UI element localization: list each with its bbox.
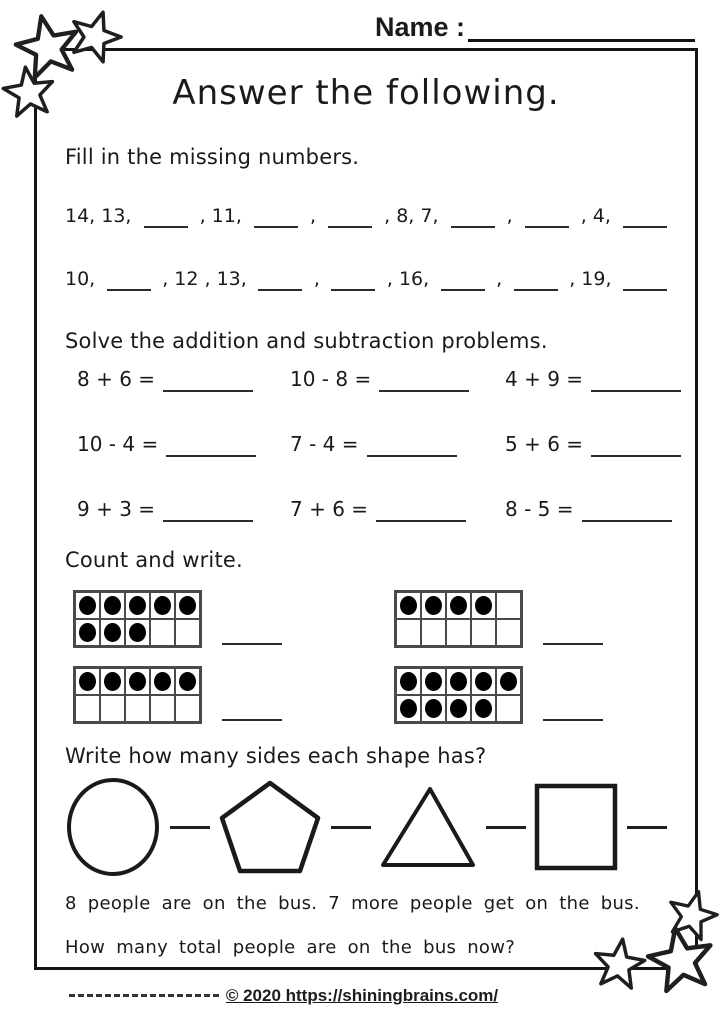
arithmetic-heading: Solve the addition and subtraction problems. — [65, 329, 548, 353]
equation-grid — [65, 367, 667, 522]
sequence-number: , 4, — [580, 205, 611, 227]
answer-blank[interactable] — [582, 505, 672, 522]
shapes-heading: Write how many sides each shape has? — [65, 744, 487, 768]
answer-blank[interactable] — [623, 273, 667, 291]
ten-frame-cell — [100, 668, 125, 695]
ten-frame-cell — [150, 619, 175, 646]
equation-text: 10 - 8 = — [290, 367, 372, 391]
number-sequence — [65, 205, 667, 228]
sequence-number: , — [309, 205, 317, 227]
shapes-row — [65, 776, 667, 878]
ten-frame-cell — [125, 619, 150, 646]
ten-frame-cell — [150, 592, 175, 619]
answer-blank[interactable] — [379, 375, 469, 392]
ten-frame-cell — [75, 695, 100, 722]
footer-link[interactable]: © 2020 https://shiningbrains.com/ — [225, 986, 499, 1005]
equation-text: 9 + 3 = — [77, 497, 156, 521]
answer-blank[interactable] — [514, 273, 558, 291]
page-title: Answer the following. — [172, 73, 560, 113]
count-and-write-heading: Count and write. — [65, 548, 243, 572]
sequence-number: , 12 , 13, — [162, 268, 247, 290]
counting-dot — [154, 672, 171, 691]
star-icon — [590, 936, 648, 994]
ten-frame-item — [65, 658, 346, 724]
equation-text: 5 + 6 = — [505, 432, 584, 456]
equation — [290, 367, 505, 392]
counting-dot — [475, 596, 492, 615]
counting-dot — [425, 596, 442, 615]
missing-numbers-heading: Fill in the missing numbers. — [65, 145, 360, 169]
counting-dot — [79, 596, 96, 615]
ten-frame-cell — [396, 695, 421, 722]
ten-frame-cell — [421, 619, 446, 646]
equation-text: 7 + 6 = — [290, 497, 369, 521]
sequence-number: , 19, — [569, 268, 612, 290]
counting-dot — [475, 699, 492, 718]
answer-blank[interactable] — [623, 210, 667, 228]
answer-blank[interactable] — [367, 440, 457, 457]
answer-blank[interactable] — [222, 711, 282, 721]
sequence-number: , — [506, 205, 513, 227]
circle-shape — [65, 776, 161, 878]
ten-frame-cell — [396, 668, 421, 695]
answer-blank[interactable] — [107, 273, 151, 291]
answer-blank[interactable] — [166, 440, 256, 457]
counting-dot — [500, 672, 517, 691]
ten-frame-cell — [100, 695, 125, 722]
equation — [290, 497, 505, 522]
ten-frame — [394, 666, 523, 724]
ten-frame-cell — [75, 592, 100, 619]
answer-blank[interactable] — [163, 375, 253, 392]
counting-dot — [400, 672, 417, 691]
sequence-number: , — [496, 268, 503, 290]
counting-dot — [129, 623, 146, 642]
answer-blank[interactable] — [591, 375, 681, 392]
ten-frame-cell — [150, 695, 175, 722]
star-icon — [66, 8, 124, 66]
star-icon — [0, 64, 58, 122]
sequence-number: , 16, — [386, 268, 430, 290]
equation — [290, 432, 505, 457]
ten-frame-cell — [125, 695, 150, 722]
ten-frame — [394, 590, 523, 648]
sequence-list — [65, 205, 667, 291]
sequence-number: , 8, 7, — [384, 205, 439, 227]
ten-frame-cell — [175, 619, 200, 646]
counting-dot — [79, 623, 96, 642]
equation — [505, 367, 681, 392]
worksheet-frame — [34, 48, 698, 970]
answer-blank[interactable] — [543, 711, 603, 721]
answer-blank[interactable] — [627, 826, 667, 829]
ten-frame-cell — [421, 668, 446, 695]
name-label: Name : — [375, 12, 466, 42]
sequence-number: 14, 13, — [65, 205, 132, 227]
ten-frame-item — [386, 666, 667, 724]
ten-frame-item — [65, 582, 346, 648]
word-problem-text: 8 people are on the bus. 7 more people get on the bus. How many total people are on the bus now? — [65, 893, 640, 958]
ten-frame-cell — [471, 592, 496, 619]
pentagon-shape — [218, 779, 322, 875]
ten-frames — [65, 582, 667, 724]
equation — [65, 432, 290, 457]
ten-frame-cell — [496, 592, 521, 619]
counting-dot — [400, 699, 417, 718]
ten-frame-cell — [150, 668, 175, 695]
equation-text: 8 - 5 = — [505, 497, 574, 521]
equation — [65, 497, 290, 522]
ten-frame-cell — [175, 695, 200, 722]
ten-frame — [73, 666, 202, 724]
ten-frame-cell — [100, 619, 125, 646]
counting-dot — [450, 699, 467, 718]
counting-dot — [450, 672, 467, 691]
ten-frame-cell — [471, 695, 496, 722]
sequence-number: 10, — [65, 268, 96, 290]
answer-blank[interactable] — [163, 505, 253, 522]
ten-frame-cell — [421, 592, 446, 619]
answer-blank[interactable] — [331, 826, 371, 829]
answer-blank[interactable] — [254, 210, 298, 228]
ten-frame-cell — [421, 695, 446, 722]
ten-frame-cell — [446, 695, 471, 722]
equation-text: 7 - 4 = — [290, 432, 359, 456]
counting-dot — [475, 672, 492, 691]
counting-dot — [179, 596, 196, 615]
number-sequence — [65, 268, 667, 291]
sequence-number: , — [313, 268, 320, 290]
ten-frame-cell — [175, 592, 200, 619]
equation-text: 8 + 6 = — [77, 367, 156, 391]
answer-blank[interactable] — [258, 273, 302, 291]
answer-blank[interactable] — [331, 273, 375, 291]
ten-frame-cell — [446, 592, 471, 619]
ten-frame-cell — [175, 668, 200, 695]
counting-dot — [79, 672, 96, 691]
ten-frame-cell — [471, 619, 496, 646]
ten-frame-cell — [446, 668, 471, 695]
triangle-shape — [379, 785, 477, 869]
counting-dot — [425, 699, 442, 718]
counting-dot — [425, 672, 442, 691]
answer-blank[interactable] — [328, 210, 372, 228]
equation-text: 4 + 9 = — [505, 367, 584, 391]
counting-dot — [104, 672, 121, 691]
equation-text: 10 - 4 = — [77, 432, 159, 456]
counting-dot — [129, 596, 146, 615]
ten-frame-item — [386, 590, 667, 648]
name-input-line[interactable] — [468, 13, 695, 42]
answer-blank[interactable] — [591, 440, 681, 457]
ten-frame-cell — [100, 592, 125, 619]
answer-blank[interactable] — [525, 210, 569, 228]
answer-blank[interactable] — [170, 826, 210, 829]
sequence-number: , 11, — [199, 205, 242, 227]
star-icon — [644, 924, 718, 998]
answer-blank[interactable] — [376, 505, 466, 522]
counting-dot — [154, 596, 171, 615]
ten-frame-cell — [125, 592, 150, 619]
equation — [65, 367, 290, 392]
ten-frame-cell — [471, 668, 496, 695]
counting-dot — [400, 596, 417, 615]
ten-frame-cell — [396, 592, 421, 619]
ten-frame-cell — [75, 619, 100, 646]
answer-blank[interactable] — [144, 210, 188, 228]
counting-dot — [104, 596, 121, 615]
ten-frame-cell — [496, 619, 521, 646]
ten-frame-cell — [125, 668, 150, 695]
ten-frame-cell — [396, 619, 421, 646]
answer-blank[interactable] — [486, 826, 526, 829]
counting-dot — [450, 596, 467, 615]
answer-blank[interactable] — [543, 635, 603, 645]
answer-blank[interactable] — [451, 210, 495, 228]
equation — [505, 497, 681, 522]
counting-dot — [179, 672, 196, 691]
ten-frame-cell — [496, 695, 521, 722]
counting-dot — [104, 623, 121, 642]
equation — [505, 432, 681, 457]
counting-dot — [129, 672, 146, 691]
answer-blank[interactable] — [441, 273, 485, 291]
ten-frame — [73, 590, 202, 648]
ten-frame-cell — [496, 668, 521, 695]
name-field-row — [375, 12, 695, 42]
ten-frame-cell — [75, 668, 100, 695]
square-shape — [534, 783, 618, 871]
ten-frame-cell — [446, 619, 471, 646]
answer-blank[interactable] — [222, 635, 282, 645]
